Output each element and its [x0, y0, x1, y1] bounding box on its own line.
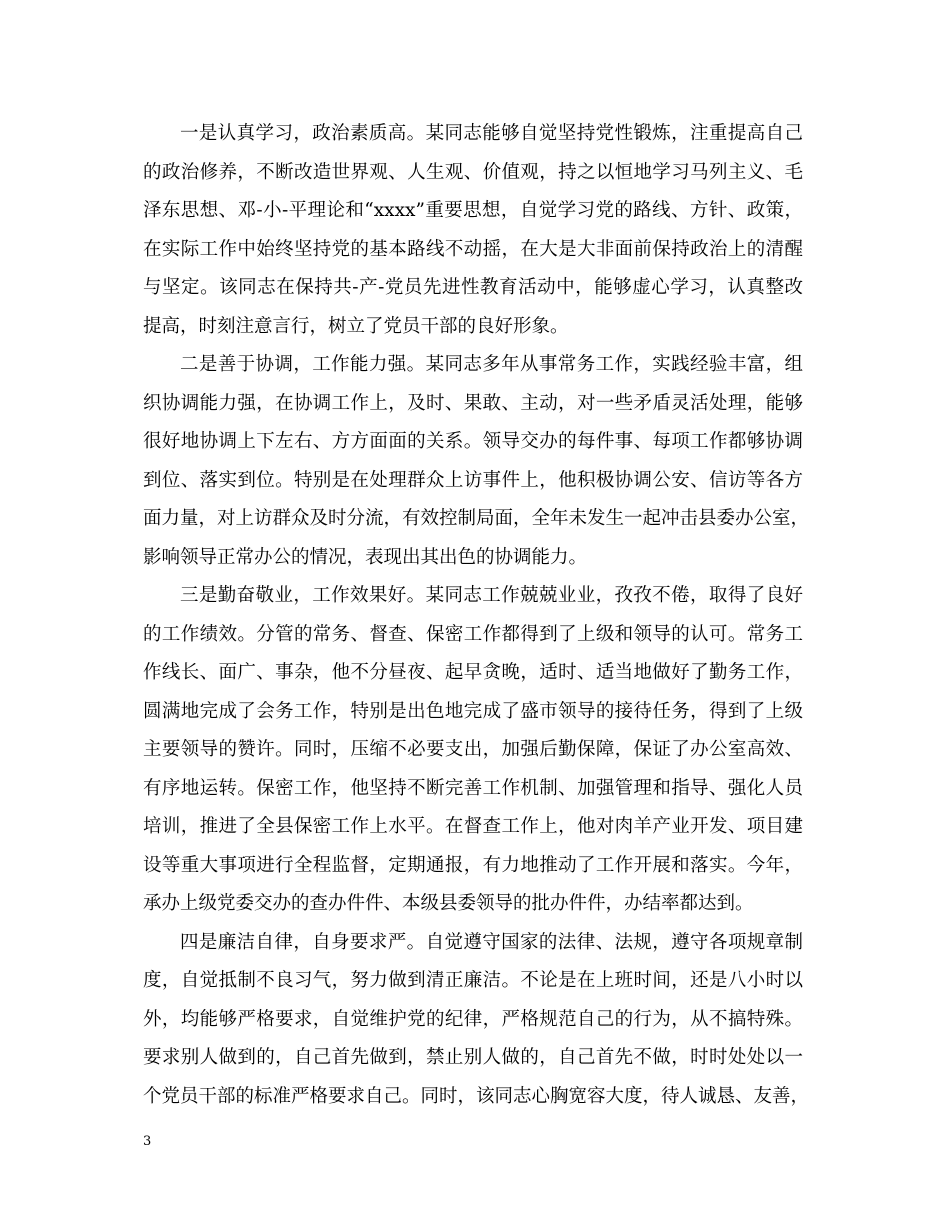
text-line: 的工作绩效。分管的常务、督查、保密工作都得到了上级和领导的认可。常务工	[143, 623, 803, 645]
text-line: 很好地协调上下左右、方方面面的关系。领导交办的每件事、每项工作都够协调	[143, 431, 803, 452]
text-line: 影响领导正常办公的情况，表现出其出色的协调能力。	[143, 546, 588, 568]
text-line: 面力量，对上访群众及时分流，有效控制局面，全年未发生一起冲击县委办公室，	[143, 508, 810, 529]
text-line: 设等重大事项进行全程监督，定期通报，有力地推动了工作开展和落实。今年，	[143, 854, 803, 876]
text-line: 外，均能够严格要求，自觉维护党的纪律，严格规范自己的行为，从不搞特殊。	[143, 1008, 803, 1030]
text-line: 到位、落实到位。特别是在处理群众上访事件上，他积极协调公安、信访等各方	[143, 469, 803, 491]
text-line: 四是廉洁自律，自身要求严。自觉遵守国家的法律、法规，遵守各项规章制	[180, 931, 803, 953]
text-line: 二是善于协调，工作能力强。某同志多年从事常务工作，实践经验丰富，组	[180, 354, 803, 375]
text-line: 泽东思想、邓-小-平理论和“xxxx”重要思想，自觉学习党的路线、方针、政策，	[143, 200, 803, 221]
text-line: 承办上级党委交办的查办件件、本级县委领导的批办件件，办结率都达到。	[143, 893, 754, 914]
text-line: 一是认真学习，政治素质高。某同志能够自觉坚持党性锻炼，注重提高自己	[180, 123, 803, 144]
text-line: 圆满地完成了会务工作，特别是出色地完成了盛市领导的接待任务，得到了上级	[143, 700, 803, 722]
text-line: 三是勤奋敬业，工作效果好。某同志工作兢兢业业，孜孜不倦，取得了良好	[180, 585, 803, 606]
text-line: 度，自觉抵制不良习气，努力做到清正廉洁。不论是在上班时间，还是八小时以	[143, 970, 803, 991]
text-line: 织协调能力强，在协调工作上，及时、果敢、主动，对一些矛盾灵活处理，能够	[143, 392, 803, 414]
text-line: 作线长、面广、事杂，他不分昼夜、起早贪晚，适时、适当地做好了勤务工作，	[143, 662, 803, 683]
text-line: 有序地运转。保密工作，他坚持不断完善工作机制、加强管理和指导、强化人员	[143, 777, 803, 799]
text-line: 主要领导的赞许。同时，压缩不必要支出，加强后勤保障，保证了办公室高效、	[143, 739, 803, 760]
text-line: 提高，时刻注意言行，树立了党员干部的良好形象。	[143, 315, 569, 337]
text-line: 的政治修养，不断改造世界观、人生观、价值观，持之以恒地学习马列主义、毛	[143, 161, 803, 183]
text-line: 要求别人做到的，自己首先做到，禁止别人做的，自己首先不做，时时处处以一	[143, 1047, 803, 1068]
text-line: 与坚定。该同志在保持共-产-党员先进性教育活动中，能够虚心学习，认真整改	[143, 277, 803, 298]
text-line: 个党员干部的标准严格要求自己。同时，该同志心胸宽容大度，待人诚恳、友善，	[143, 1085, 810, 1107]
document-body	[143, 115, 810, 1116]
page-number: 3	[143, 1134, 152, 1149]
text-line: 培训，推进了全县保密工作上水平。在督查工作上，他对肉羊产业开发、项目建	[143, 816, 803, 837]
text-line: 在实际工作中始终坚持党的基本路线不动摇，在大是大非面前保持政治上的清醒	[143, 238, 803, 260]
